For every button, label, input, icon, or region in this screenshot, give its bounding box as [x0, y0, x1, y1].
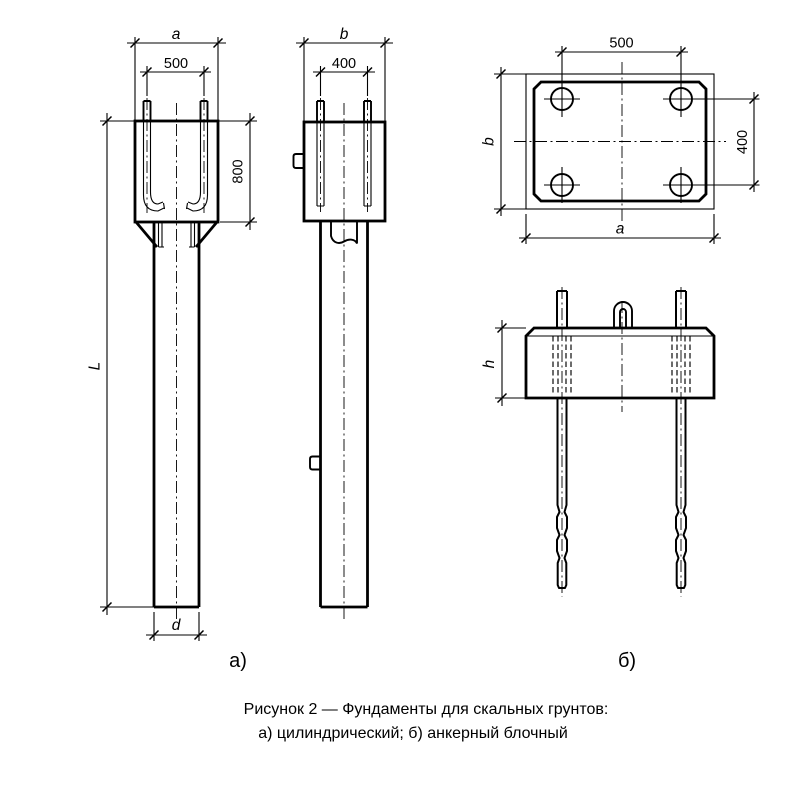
dim-label-L: L — [86, 361, 104, 371]
block-plan-centerlines — [514, 62, 726, 221]
dim-label-400: 400 — [331, 56, 357, 72]
figure-caption-line2: а) цилиндрический; б) анкерный блочный — [258, 725, 568, 742]
dim-label-500: 500 — [163, 56, 189, 72]
gusset-left — [159, 222, 165, 247]
upper-lug — [294, 154, 305, 168]
subfigure-label-a: а) — [229, 650, 247, 672]
lifting-loop — [614, 302, 632, 328]
dim-label-500-plan: 500 — [609, 35, 634, 52]
dim-label-d: d — [171, 617, 181, 634]
dim-label-a: a — [171, 26, 181, 43]
dim-label-h: h — [481, 359, 498, 369]
cylindrical-foundation-side-view — [294, 26, 394, 622]
anchor-block-plan-view — [481, 36, 760, 245]
dim-L-lines — [100, 113, 154, 615]
block-front-outline — [526, 328, 714, 398]
anchor-cup-side-outline — [304, 122, 385, 221]
dim-label-a-plan: a — [615, 220, 625, 238]
dim-label-400-plan: 400 — [735, 129, 751, 155]
block-front-centerlines — [562, 287, 681, 597]
dim-h-lines — [495, 320, 526, 406]
bolt-hole-crosshairs — [544, 46, 760, 203]
dim-label-800: 800 — [230, 159, 247, 184]
dim-label-b: b — [339, 26, 349, 43]
figure-caption-line1: Рисунок 2 — Фундаменты для скальных грунтов: — [243, 701, 609, 718]
bolt-centerlines — [147, 98, 204, 213]
dim-label-b-plan: b — [480, 137, 498, 146]
gusset-right — [189, 222, 195, 247]
subfigure-label-b: б) — [617, 650, 637, 672]
dim-b-lines — [296, 37, 393, 122]
cylindrical-foundation-front-view — [87, 26, 258, 641]
anchor-block-front-view — [481, 287, 714, 597]
lower-lug — [310, 457, 321, 470]
